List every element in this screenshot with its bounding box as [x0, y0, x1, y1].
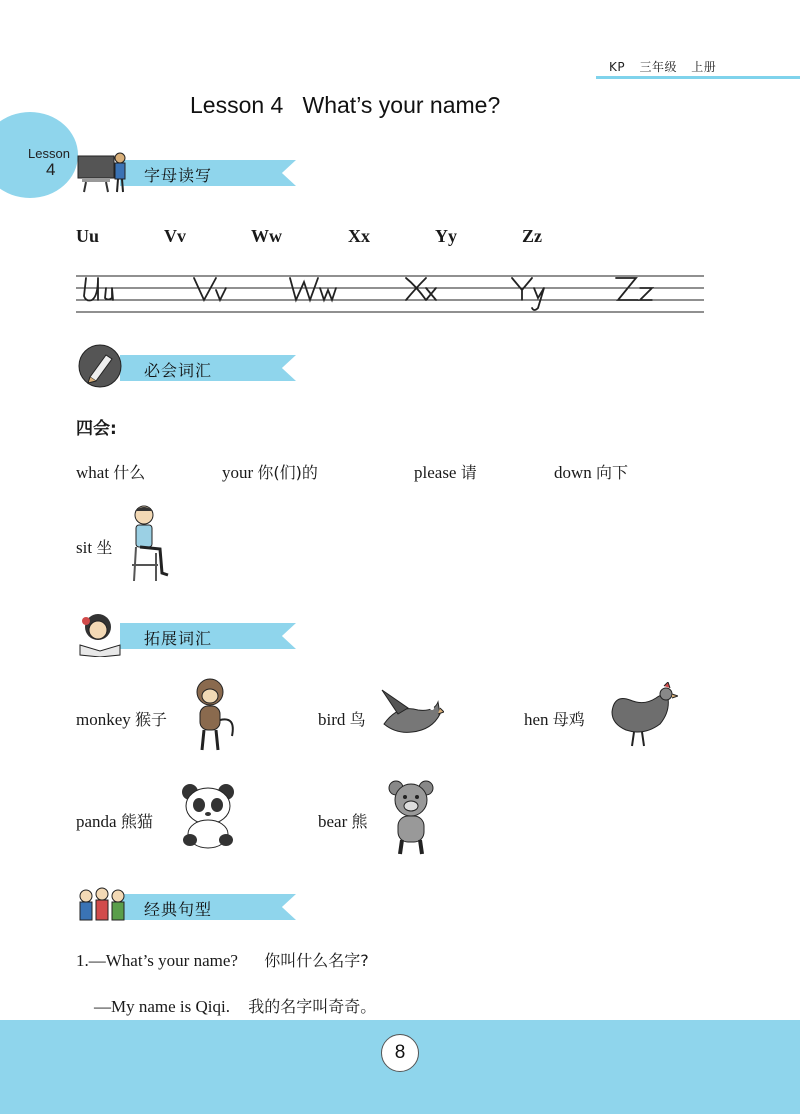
section-banner-must-words	[76, 351, 316, 385]
vocab-en: hen	[524, 710, 549, 729]
sitting-boy-icon	[126, 503, 174, 585]
vocab-en: your	[222, 463, 254, 482]
page-number: 8	[381, 1034, 419, 1072]
bird-icon	[378, 684, 444, 744]
vocab-item	[222, 460, 318, 483]
vocab-en: please	[414, 463, 457, 482]
banner-label: 经典句型	[144, 900, 213, 919]
letter-pair: Xx	[348, 226, 370, 246]
header-volume: 上册	[691, 60, 717, 74]
vocab-en: bird	[318, 710, 346, 729]
vocab-cn: 猴子	[135, 710, 168, 729]
vocab-item	[76, 809, 153, 832]
header-rule	[596, 76, 800, 79]
sentence-en: —My name is Qiqi.	[94, 997, 230, 1016]
children-group-icon	[76, 882, 132, 928]
girl-reading-icon	[76, 611, 132, 657]
vocab-item	[318, 809, 368, 832]
vocab-cn: 你(们)的	[257, 463, 318, 482]
vocab-item	[76, 460, 145, 483]
vocab-en: down	[554, 463, 592, 482]
vocab-item	[554, 460, 628, 483]
vocab-item	[524, 707, 585, 730]
handwriting-staff	[76, 274, 704, 314]
panda-icon	[178, 780, 238, 850]
vocab-cn: 向下	[596, 463, 629, 482]
bear-icon	[386, 778, 436, 856]
vocab-cn: 母鸡	[552, 710, 585, 729]
banner-label: 必会词汇	[144, 361, 213, 380]
section-banner-letters	[76, 156, 316, 190]
teacher-blackboard-icon	[76, 148, 132, 194]
sentence-number: 1.	[76, 951, 89, 970]
vocab-item	[76, 535, 112, 558]
section-banner-sentences	[76, 890, 316, 924]
must-words-subheading: 四会:	[76, 419, 117, 439]
vocab-en: panda	[76, 812, 117, 831]
hen-icon	[604, 682, 678, 748]
letter-pair: Yy	[435, 226, 457, 246]
vocab-item	[318, 707, 366, 730]
header-grade: 三年级	[639, 60, 677, 74]
pencil-icon	[76, 343, 132, 389]
banner-label: 字母读写	[144, 166, 213, 185]
sentence-cn: 你叫什么名字?	[264, 951, 369, 970]
sentence-answer	[94, 994, 376, 1017]
vocab-cn: 熊	[351, 812, 368, 831]
monkey-icon	[190, 676, 240, 754]
header-publisher: KP	[609, 60, 626, 74]
vocab-cn: 熊猫	[120, 812, 153, 831]
letter-pair: Vv	[164, 226, 186, 246]
section-banner-extended-words	[76, 619, 316, 653]
letter-pair: Ww	[251, 226, 282, 246]
vocab-cn: 什么	[113, 463, 146, 482]
vocab-en: sit	[76, 538, 93, 557]
vocab-en: monkey	[76, 710, 131, 729]
banner-label: 拓展词汇	[144, 629, 213, 648]
vocab-cn: 请	[460, 463, 477, 482]
vocab-item	[76, 707, 167, 730]
vocab-cn: 坐	[96, 538, 113, 557]
vocab-item	[414, 460, 477, 483]
letter-pair: Uu	[76, 226, 100, 246]
lesson-badge-word: Lesson	[28, 146, 70, 161]
vocab-en: bear	[318, 812, 348, 831]
sentence-cn: 我的名字叫奇奇。	[248, 997, 377, 1016]
header-label	[609, 58, 726, 75]
vocab-cn: 鸟	[349, 710, 366, 729]
letter-pair: Zz	[522, 226, 542, 246]
alphabet-row	[76, 226, 596, 248]
page-title: Lesson 4 What’s your name?	[190, 92, 501, 118]
lesson-badge-number: 4	[46, 160, 56, 179]
vocab-en: what	[76, 463, 110, 482]
sentence-en: —What’s your name?	[88, 951, 238, 970]
sentence-question	[76, 948, 369, 971]
